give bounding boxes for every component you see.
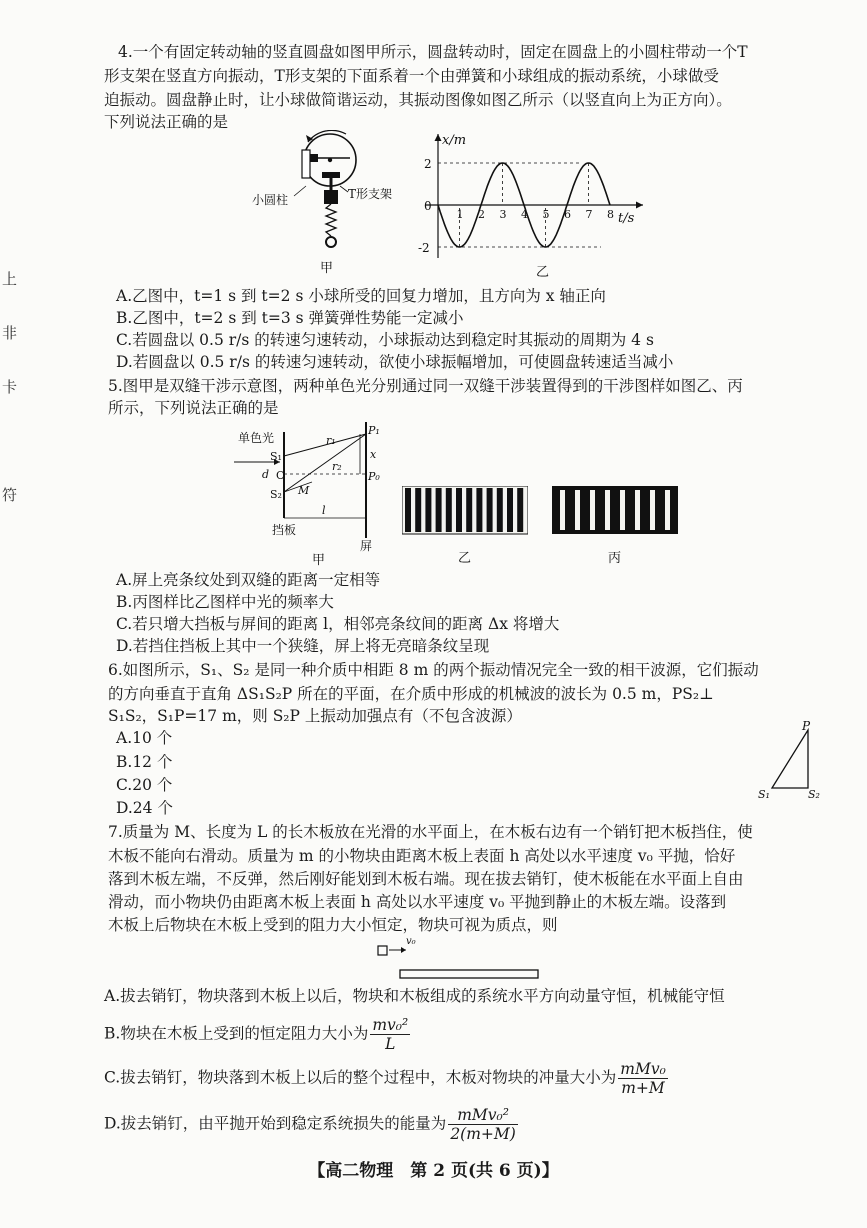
q5-x-label: x bbox=[370, 448, 377, 461]
q7-option-c-numerator: mMv₀ bbox=[620, 1060, 666, 1078]
q7-option-a: A.拔去销钉，物块落到木板上以后，物块和木板组成的系统水平方向动量守恒，机械能守恒 bbox=[104, 987, 725, 1005]
q7-option-d-fraction bbox=[448, 1106, 518, 1143]
q5-option-a: A.屏上亮条纹处到双缝的距离一定相等 bbox=[116, 571, 381, 589]
q5-bright-fringe bbox=[605, 490, 610, 530]
q7-option-b bbox=[104, 1016, 412, 1053]
q5-l-label: l bbox=[322, 504, 326, 517]
q5-p1-label: P₁ bbox=[368, 424, 380, 437]
q7-option-c bbox=[104, 1060, 670, 1097]
q5-dark-fringe bbox=[446, 488, 452, 532]
q7-option-b-numerator: mv₀² bbox=[372, 1016, 409, 1034]
q5-dark-fringe bbox=[425, 488, 431, 532]
q5-light-label: 单色光 bbox=[238, 431, 275, 445]
q6-option-c: C.20 个 bbox=[116, 776, 173, 794]
q7-option-d-text: D.拔去销钉，由平抛开始到稳定系统损失的能量为 bbox=[104, 1114, 447, 1133]
q4-option-d: D.若圆盘以 0.5 r/s 的转速匀速转动，欲使小球振幅增加，可使圆盘转速适当减小 bbox=[116, 353, 674, 371]
q7-option-d bbox=[104, 1106, 520, 1143]
q5-figure-double-slit bbox=[232, 418, 402, 566]
q4-x-tick: 6 bbox=[564, 208, 571, 221]
q6-stem-line: 6.如图所示，S₁、S₂ 是同一种介质中相距 8 m 的两个振动情况完全一致的相干波源，它们振动 bbox=[108, 661, 759, 679]
q5-m-label: M bbox=[298, 484, 310, 497]
q4-label-cylinder: 小圆柱 bbox=[252, 193, 289, 207]
page-footer: 【高二物理 第 2 页(共 6 页)】 bbox=[308, 1161, 559, 1181]
q4-label-frame: T形支架 bbox=[348, 187, 393, 201]
q5-dark-fringe bbox=[466, 488, 472, 532]
q6-p-label: P bbox=[802, 719, 811, 733]
q4-figure-disk bbox=[250, 130, 400, 280]
q5-s2-label: S₂ bbox=[270, 488, 282, 501]
q5-p0-label: P₀ bbox=[368, 470, 380, 483]
q5-pattern-yi bbox=[402, 486, 528, 566]
q5-caption-jia: 甲 bbox=[312, 553, 326, 566]
q4-option-b: B.乙图中，t=2 s 到 t=3 s 弹簧弹性势能一定减小 bbox=[116, 309, 464, 327]
q7-stem-line: 木板上后物块在木板上受到的阻力大小恒定，物块可视为质点，则 bbox=[108, 916, 558, 934]
q5-dark-fringe bbox=[487, 488, 493, 532]
q7-v0-label: v₀ bbox=[406, 936, 416, 947]
q7-option-d-numerator: mMv₀² bbox=[448, 1106, 518, 1125]
q5-o-label: O bbox=[276, 469, 286, 482]
q5-dark-fringe bbox=[415, 488, 421, 532]
q5-d-label: d bbox=[262, 468, 270, 481]
q5-screen-label: 屏 bbox=[360, 539, 373, 553]
q5-bright-fringe bbox=[650, 490, 655, 530]
q5-r2-label: r₂ bbox=[332, 460, 342, 473]
q6-stem-line: S₁S₂，S₁P=17 m，则 S₂P 上振动加强点有（不包含波源） bbox=[108, 707, 522, 725]
q5-bright-fringe bbox=[560, 490, 565, 530]
q5-bright-fringe bbox=[575, 490, 580, 530]
q4-x-tick: 4 bbox=[521, 208, 528, 221]
q4-y-tick: 2 bbox=[424, 157, 432, 171]
q4-option-c: C.若圆盘以 0.5 r/s 的转速匀速转动，小球振动达到稳定时其振动的周期为 4 s bbox=[116, 331, 654, 349]
q4-caption-jia: 甲 bbox=[320, 261, 334, 276]
q5-pattern-bing bbox=[552, 486, 678, 566]
q4-y-tick: -2 bbox=[418, 241, 430, 255]
q6-option-b: B.12 个 bbox=[116, 753, 173, 771]
q7-option-c-denominator: m+M bbox=[621, 1079, 665, 1097]
q4-option-a: A.乙图中，t=1 s 到 t=2 s 小球所受的回复力增加，且方向为 x 轴正向 bbox=[116, 287, 606, 305]
q5-caption-yi: 乙 bbox=[458, 551, 472, 566]
q6-s2-label: S₂ bbox=[808, 788, 820, 801]
q5-dark-fringe bbox=[405, 488, 411, 532]
q5-s1-label: S₁ bbox=[270, 450, 282, 463]
q7-option-c-fraction bbox=[618, 1060, 668, 1097]
q4-figure-graph bbox=[418, 130, 648, 280]
q6-option-a: A.10 个 bbox=[116, 729, 173, 747]
q5-baffle-label: 挡板 bbox=[272, 523, 297, 537]
q5-stem-line: 所示，下列说法正确的是 bbox=[108, 399, 279, 417]
q4-stem-line: 迫振动。圆盘静止时，让小球做简谐运动，其振动图像如图乙所示（以竖直向上为正方向）。 bbox=[104, 91, 732, 109]
q5-option-b: B.丙图样比乙图样中光的频率大 bbox=[116, 593, 334, 611]
q7-stem-line: 滑动，而小物块仍由距离木板上表面 h 高处以水平速度 v₀ 平抛到静止的木板左端。设落到 bbox=[108, 893, 727, 911]
q7-figure-board bbox=[376, 932, 546, 982]
q4-caption-yi: 乙 bbox=[536, 265, 550, 280]
q5-stem-line: 5.图甲是双缝干涉示意图，两种单色光分别通过同一双缝干涉装置得到的干涉图样如图乙、丙 bbox=[108, 377, 743, 395]
q4-y-axis-label: x/m bbox=[442, 133, 467, 148]
q7-option-d-denominator: 2(m+M) bbox=[450, 1125, 516, 1143]
q4-x-tick: 1 bbox=[456, 208, 464, 221]
q5-dark-fringe bbox=[517, 488, 523, 532]
q5-bright-fringe bbox=[635, 490, 640, 530]
q6-triangle-figure bbox=[758, 718, 828, 802]
q6-stem-line: 的方向垂直于直角 ΔS₁S₂P 所在的平面，在介质中形成的机械波的波长为 0.5 m，PS₂⊥ bbox=[108, 685, 714, 703]
q6-option-d: D.24 个 bbox=[116, 799, 173, 817]
q7-option-c-text: C.拔去销钉，物块落到木板上以后的整个过程中，木板对物块的冲量大小为 bbox=[104, 1068, 617, 1087]
q7-stem-line: 木板不能向右滑动。质量为 m 的小物块由距离木板上表面 h 高处以水平速度 v₀ 平抛，恰好 bbox=[108, 847, 736, 865]
q7-stem-line: 落到木板左端，不反弹，然后刚好能划到木板右端。现在拔去销钉，使木板能在水平面上自由 bbox=[108, 870, 744, 888]
q5-dark-fringe bbox=[497, 488, 503, 532]
q4-x-tick: 8 bbox=[607, 208, 614, 221]
side-mark: 非 bbox=[2, 324, 18, 342]
q4-stem-line: 形支架在竖直方向振动，T形支架的下面系着一个由弹簧和小球组成的振动系统，小球做受 bbox=[104, 67, 719, 85]
q4-stem-line: 下列说法正确的是 bbox=[104, 113, 229, 131]
q7-stem-line: 7.质量为 M、长度为 L 的长木板放在光滑的水平面上，在木板右边有一个销钉把木板挡住，使 bbox=[108, 823, 753, 841]
q5-dark-fringe bbox=[436, 488, 442, 532]
side-mark: 符 bbox=[2, 486, 18, 504]
q5-r1-label: r₁ bbox=[326, 434, 336, 447]
side-mark: 卡 bbox=[2, 378, 18, 396]
q4-x-tick: 5 bbox=[542, 208, 550, 221]
q7-option-b-denominator: L bbox=[385, 1035, 396, 1053]
q4-stem-line: 4.一个有固定转动轴的竖直圆盘如图甲所示，圆盘转动时，固定在圆盘上的小圆柱带动一个T bbox=[118, 43, 748, 61]
q5-option-c: C.若只增大挡板与屏间的距离 l，相邻亮条纹间的距离 Δx 将增大 bbox=[116, 615, 560, 633]
q4-x-tick: 7 bbox=[585, 208, 593, 221]
q4-x-tick: 2 bbox=[478, 208, 485, 221]
q6-s1-label: S₁ bbox=[758, 788, 770, 801]
q5-bright-fringe bbox=[620, 490, 625, 530]
q5-bright-fringe bbox=[665, 490, 670, 530]
side-mark: 上 bbox=[2, 270, 18, 288]
q7-option-b-fraction bbox=[370, 1016, 410, 1053]
q5-caption-bing: 丙 bbox=[608, 551, 622, 566]
q4-x-axis-label: t/s bbox=[618, 211, 635, 226]
q4-y-tick: 0 bbox=[424, 199, 432, 213]
q5-dark-fringe bbox=[476, 488, 482, 532]
q5-option-d: D.若挡住挡板上其中一个狭缝，屏上将无亮暗条纹呈现 bbox=[116, 637, 490, 655]
q5-bright-fringe bbox=[590, 490, 595, 530]
q4-x-tick: 3 bbox=[499, 208, 507, 221]
q5-dark-fringe bbox=[456, 488, 462, 532]
q5-dark-fringe bbox=[507, 488, 513, 532]
q7-option-b-text: B.物块在木板上受到的恒定阻力大小为 bbox=[104, 1024, 369, 1043]
